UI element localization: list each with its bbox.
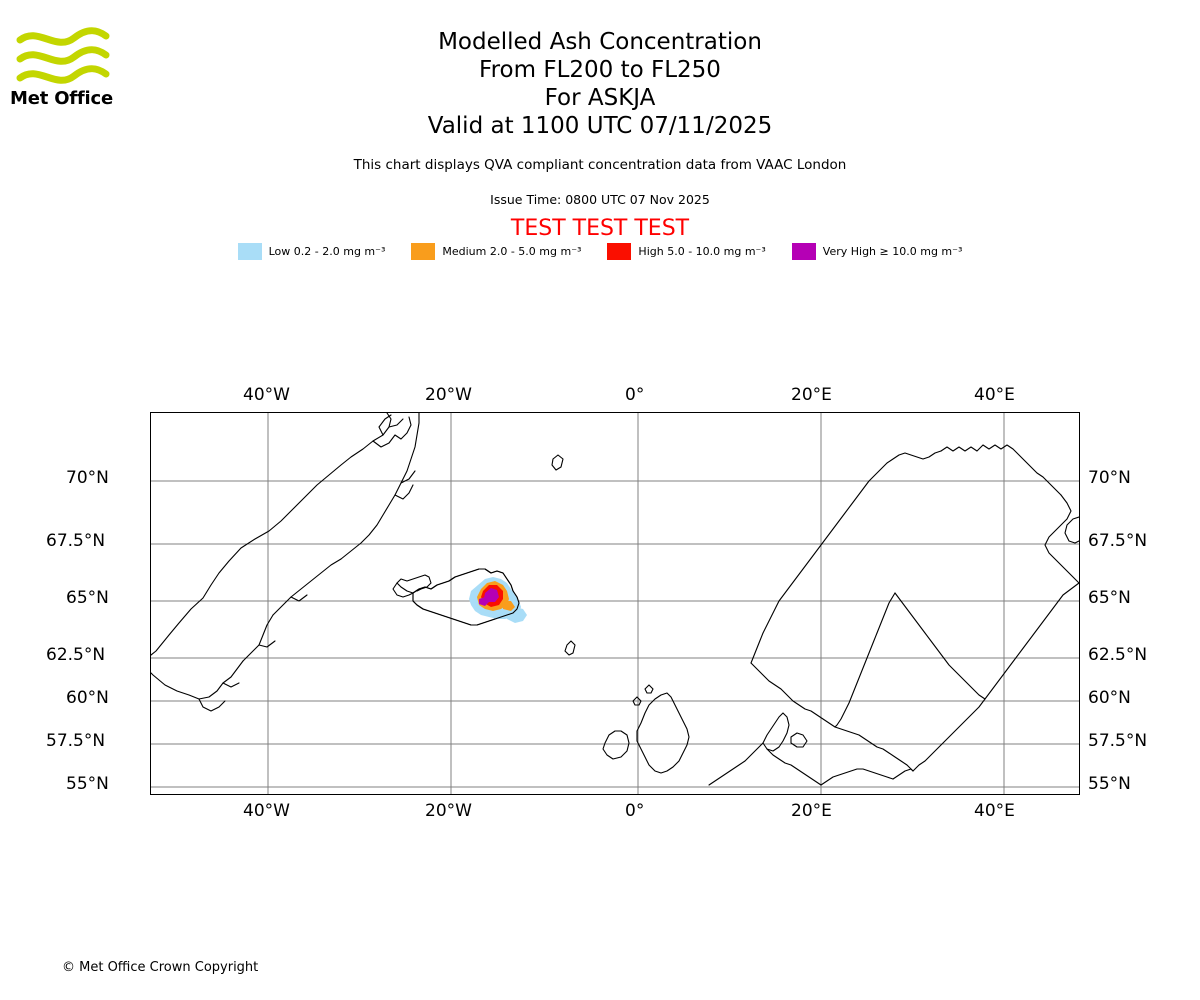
map-frame (150, 412, 1080, 795)
x-tick-top-20e: 20°E (791, 385, 832, 405)
legend-item-medium (411, 243, 581, 260)
map-canvas (151, 413, 1079, 794)
title-line-3: For ASKJA (544, 85, 656, 111)
y-tick-left-70n: 70°N (66, 468, 109, 488)
y-tick-left-57-5n: 57.5°N (46, 731, 106, 751)
page-title (0, 28, 1200, 140)
issue-time: Issue Time: 0800 UTC 07 Nov 2025 (490, 192, 710, 207)
legend-item-very-high (792, 243, 963, 260)
legend-swatch-low (238, 243, 262, 260)
y-tick-left-67-5n: 67.5°N (46, 531, 106, 551)
x-tick-bottom-20e: 20°E (791, 801, 832, 821)
title-line-1: Modelled Ash Concentration (438, 29, 762, 55)
y-tick-right-60n: 60°N (1088, 688, 1131, 708)
legend-label-very-high: Very High ≥ 10.0 mg m⁻³ (822, 245, 963, 258)
copyright-text: © Met Office Crown Copyright (62, 960, 259, 975)
legend-swatch-very-high (792, 243, 816, 260)
legend-label-medium: Medium 2.0 - 5.0 mg m⁻³ (442, 245, 582, 258)
y-tick-left-60n: 60°N (66, 688, 109, 708)
coastlines (151, 413, 1079, 785)
legend-swatch-high (607, 243, 631, 260)
y-tick-left-62-5n: 62.5°N (46, 645, 106, 665)
x-tick-bottom-20w: 20°W (425, 801, 472, 821)
x-tick-top-40e: 40°E (974, 385, 1015, 405)
x-tick-top-0: 0° (625, 385, 645, 405)
legend-item-low (238, 243, 386, 260)
y-tick-left-55n: 55°N (66, 774, 109, 794)
ash-concentration-map[interactable] (150, 412, 1080, 795)
x-tick-bottom-0: 0° (625, 801, 645, 821)
y-tick-right-62-5n: 62.5°N (1088, 645, 1148, 665)
legend-label-low: Low 0.2 - 2.0 mg m⁻³ (268, 245, 386, 258)
legend-item-high (607, 243, 765, 260)
title-line-4: Valid at 1100 UTC 07/11/2025 (427, 113, 773, 139)
legend-label-high: High 5.0 - 10.0 mg m⁻³ (638, 245, 766, 258)
concentration-legend (0, 243, 1200, 260)
title-line-2: From FL200 to FL250 (479, 57, 721, 83)
graticule (151, 413, 1079, 794)
met-office-logo-text: Met Office (10, 88, 114, 109)
x-tick-top-20w: 20°W (425, 385, 472, 405)
y-tick-right-65n: 65°N (1088, 588, 1131, 608)
legend-swatch-medium (411, 243, 435, 260)
y-tick-right-70n: 70°N (1088, 468, 1131, 488)
x-tick-top-40w: 40°W (243, 385, 290, 405)
x-tick-bottom-40w: 40°W (243, 801, 290, 821)
y-tick-right-67-5n: 67.5°N (1088, 531, 1148, 551)
y-tick-left-65n: 65°N (66, 588, 109, 608)
y-tick-right-55n: 55°N (1088, 774, 1131, 794)
chart-subnote: This chart displays QVA compliant concentration data from VAAC London (353, 157, 847, 173)
y-tick-right-57-5n: 57.5°N (1088, 731, 1148, 751)
x-tick-bottom-40e: 40°E (974, 801, 1015, 821)
test-banner: TEST TEST TEST (510, 216, 690, 241)
